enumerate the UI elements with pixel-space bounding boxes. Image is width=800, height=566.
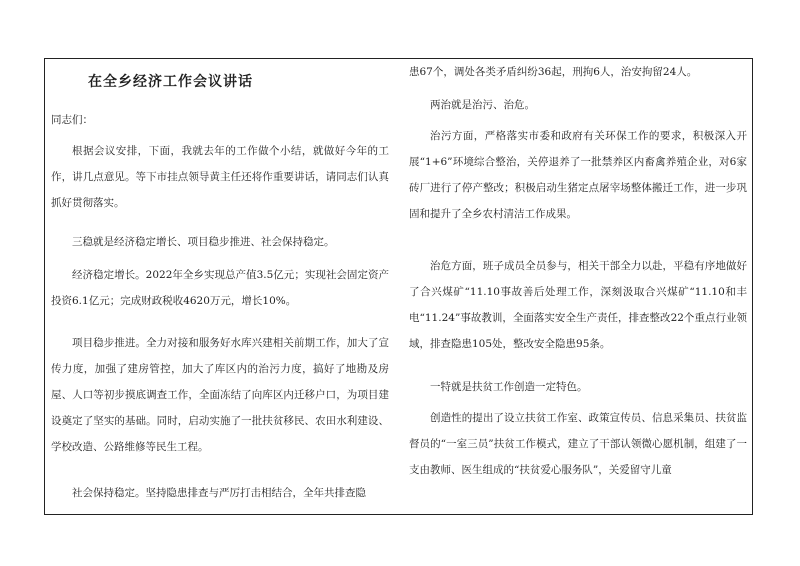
paragraph: 一特就是扶贫工作创造一定特色。: [430, 381, 588, 393]
paragraph: 同志们：: [51, 114, 93, 126]
document-title: 在全乡经济工作会议讲话: [88, 74, 253, 90]
paragraph: 经济稳定增长。2022年全乡实现总产值3.5亿元；实现社会固定资产投资6.1亿元；完成财政税收4620万元，增长10%。: [51, 269, 389, 307]
paragraph: 患67个，调处各类矛盾纠纷36起，刑拘6人，治安拘留24人。: [409, 66, 698, 78]
paragraph: 根据会议安排，下面，我就去年的工作做个小结，就做好今年的工作，讲几点意见。等下市挂点领导黄主任还将作重要讲话，请同志们认真抓好贯彻落实。: [51, 145, 389, 209]
paragraph: 治危方面，班子成员全员参与，相关干部全力以赴，平稳有序地做好了合兴煤矿“11.10事故善后处理工作，深刻汲取合兴煤矿“11.10和丰电“11.24”事故教训，全面落实安全生产责任，排查整改22个重点行业领域，排查隐患105处，整改安全隐患95条。: [409, 260, 747, 350]
paragraph: 项目稳步推进。全力对接和服务好水库兴建相关前期工作，加大了宣传力度，加强了建房管控，加大了库区内的治污力度，搞好了地勘及房屋、人口等初步摸底调查工作，全面冻结了向库区内迁移户口，为项目建设奠定了坚实的基础。同时，启动实施了一批扶贫移民、农田水利建设、学校改造、公路维修等民生工程。: [51, 337, 389, 453]
paragraph: 两治就是治污、治危。: [430, 99, 535, 111]
paragraph: 社会保持稳定。坚持隐患排查与严厉打击相结合，全年共排查隐: [72, 487, 366, 499]
paragraph: 三稳就是经济稳定增长、项目稳步推进、社会保持稳定。: [72, 236, 335, 248]
paragraph: 治污方面，严格落实市委和政府有关环保工作的要求，积极深入开展“1+6”环境综合整治，关停退养了一批禁养区内畜禽养殖企业，对6家砖厂进行了停产整改；积极启动生猪定点屠宰场整体搬迁工作，进一步巩固和提升了全乡农村清洁工作成果。: [409, 130, 747, 220]
paragraph: 创造性的提出了设立扶贫工作室、政策宣传员、信息采集员、扶贫监督员的“一室三员”扶贫工作模式，建立了干部认领微心愿机制，组建了一支由教师、医生组成的“扶贫爱心服务队”，关爱留守儿童: [409, 412, 747, 476]
